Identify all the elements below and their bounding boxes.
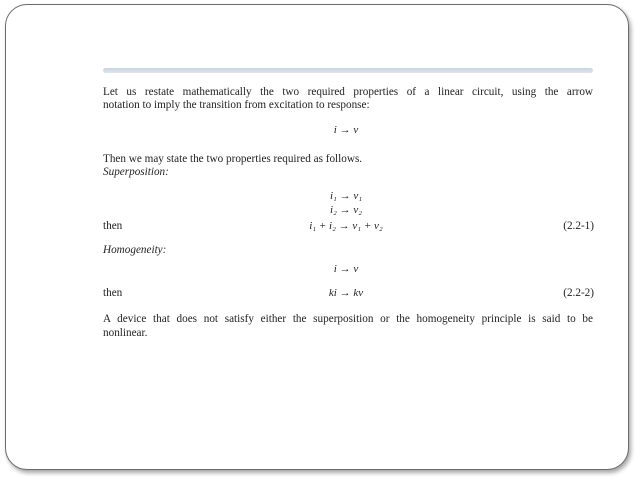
homogeneity-then-label: then (103, 287, 123, 299)
intro-line-1: Let us restate mathematically the two required properties of a linear circuit, using the arrow (103, 86, 593, 98)
header-divider (103, 68, 593, 73)
superposition-then-label: then (103, 220, 123, 232)
superposition-eq-1: i₁ → v₁ (329, 190, 363, 202)
conclusion-line-2: nonlinear. (103, 327, 148, 339)
homogeneity-eq-1: i → v (333, 263, 359, 275)
mapping-equation: i → v (333, 124, 359, 136)
superposition-eq-3: i₁ + i₂ → v₁ + v₂ (309, 220, 383, 232)
superposition-heading: Superposition: (103, 166, 169, 178)
homogeneity-eq-2: ki → kv (328, 287, 364, 299)
equation-number-2-2-2: (2.2-2) (563, 287, 594, 299)
conclusion-line-1: A device that does not satisfy either the superposition or the homogeneity principle is said to be (103, 313, 593, 325)
properties-intro: Then we may state the two properties required as follows. (103, 153, 363, 165)
equation-number-2-2-1: (2.2-1) (563, 220, 594, 232)
superposition-eq-2: i₂ → v₂ (329, 204, 363, 216)
homogeneity-heading: Homogeneity: (103, 244, 167, 256)
intro-line-2: notation to imply the transition from excitation to response: (103, 99, 370, 111)
slide-frame (5, 4, 629, 470)
